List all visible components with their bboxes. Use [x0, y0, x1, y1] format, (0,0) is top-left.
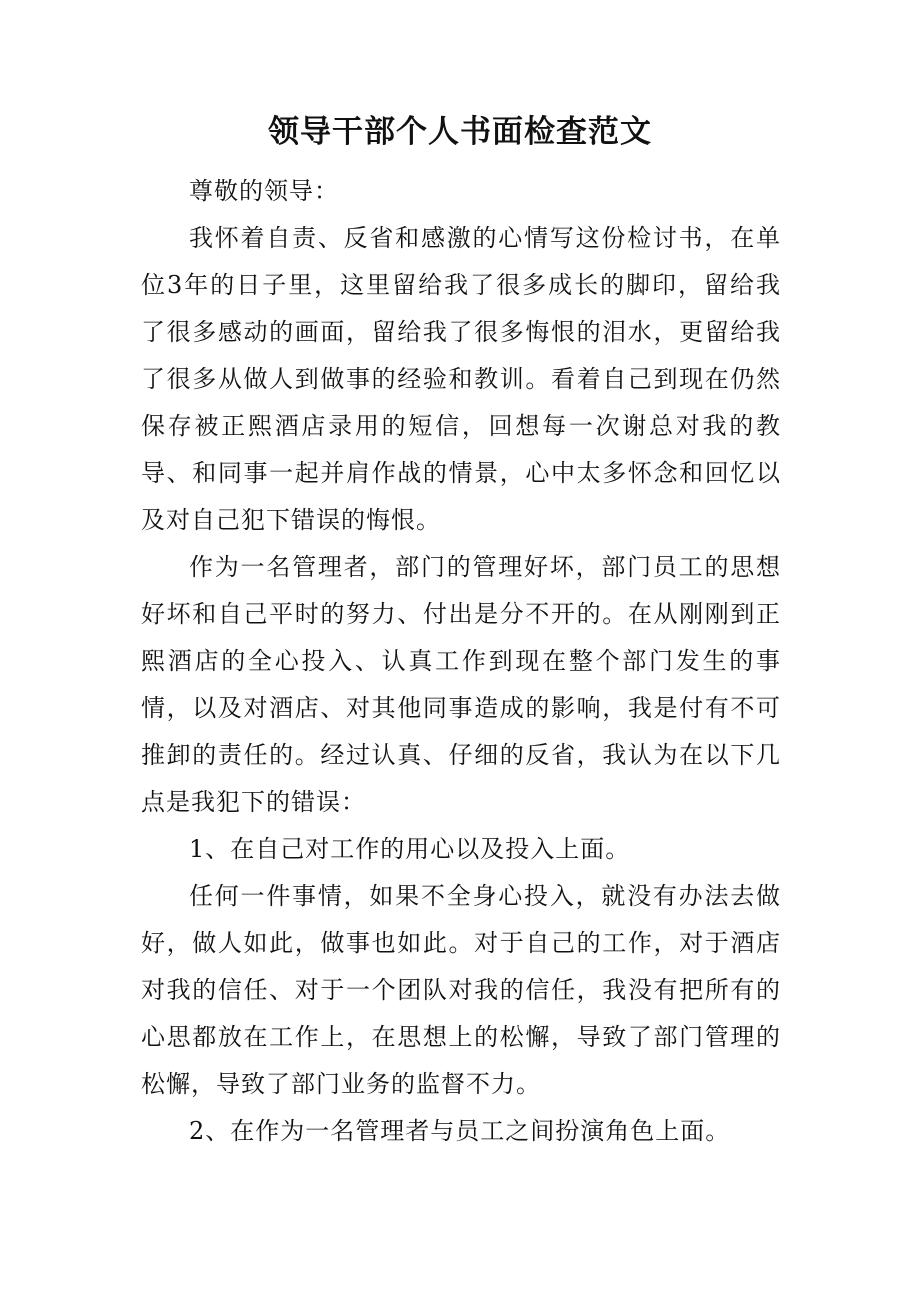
paragraph-3: 任何一件事情，如果不全身心投入，就没有办法去做好，做人如此，做事也如此。对于自己的工作，对于酒店对我的信任、对于一个团队对我的信任，我没有把所有的心思都放在工作上，在思想上的松懈，导致了部门管理的松懈，导致了部门业务的监督不力。 [141, 882, 781, 1098]
salutation: 尊敬的领导： [189, 177, 339, 205]
document-body [141, 168, 781, 1155]
paragraph-1: 我怀着自责、反省和感激的心情写这份检讨书，在单位3年的日子里，这里留给我了很多成长的脚印，留给我了很多感动的画面，留给我了很多悔恨的泪水，更留给我了很多从做人到做事的经验和教训。看着自己到现在仍然保存被正熙酒店录用的短信，回想每一次谢总对我的教导、和同事一起并肩作战的情景，心中太多怀念和回忆以及对自己犯下错误的悔恨。 [141, 224, 781, 534]
point-2-heading: 2、在作为一名管理者与员工之间扮演角色上面。 [189, 1117, 731, 1145]
document-title: 领导干部个人书面检查范文 [268, 114, 652, 150]
point-1-heading: 1、在自己对工作的用心以及投入上面。 [189, 835, 631, 863]
paragraph-2: 作为一名管理者，部门的管理好坏，部门员工的思想好坏和自己平时的努力、付出是分不开的。在从刚刚到正熙酒店的全心投入、认真工作到现在整个部门发生的事情，以及对酒店、对其他同事造成的影响，我是付有不可推卸的责任的。经过认真、仔细的反省，我认为在以下几点是我犯下的错误： [141, 553, 781, 816]
